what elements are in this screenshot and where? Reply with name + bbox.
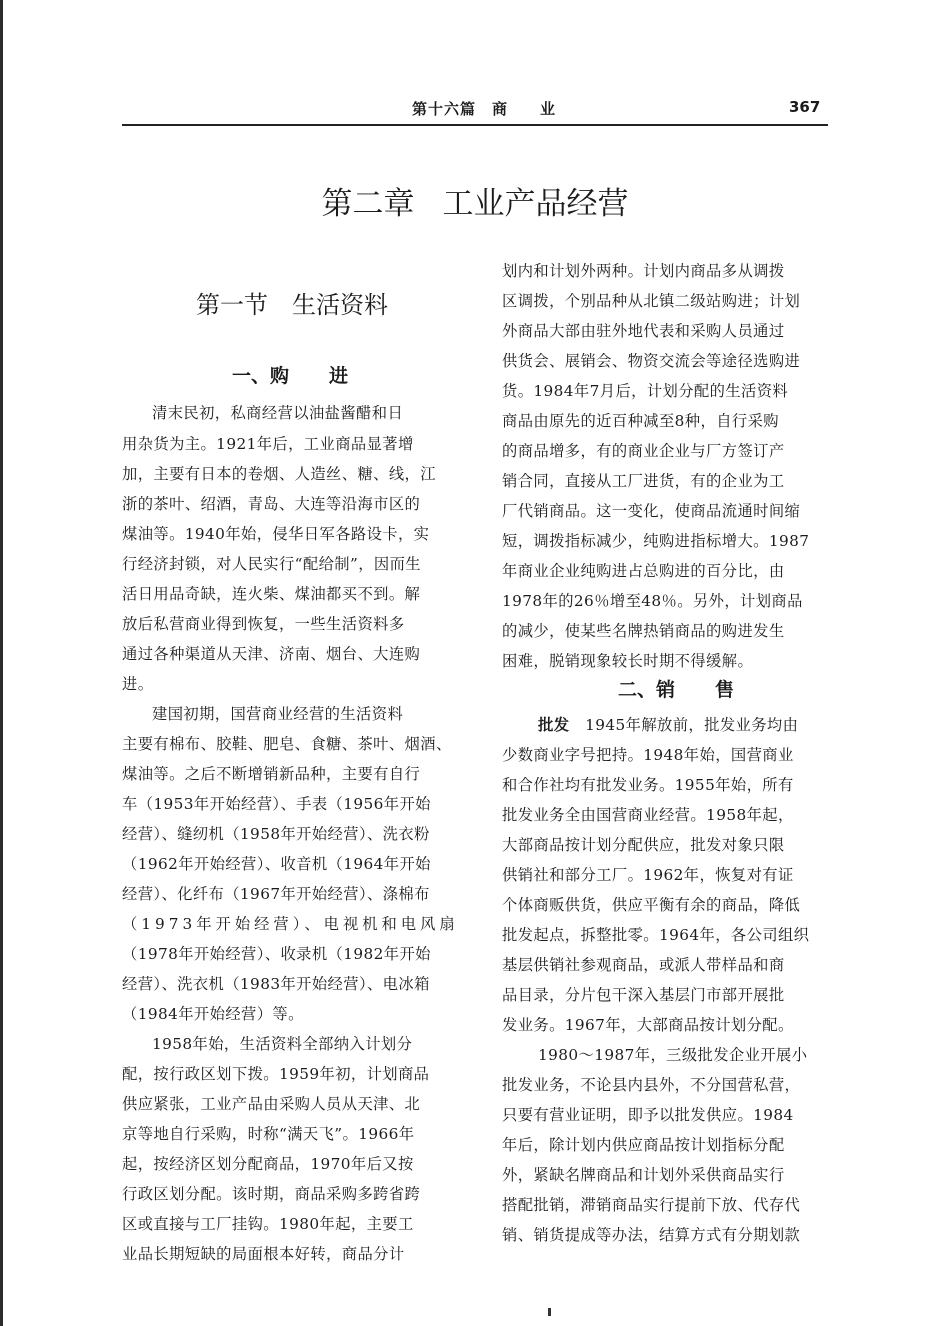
text-line: 起，按经济区划分配商品，1970年后又按 [122, 1155, 414, 1173]
chapter-title [0, 178, 950, 223]
text-line: 的商品增多，有的商业企业与厂方签订产 [502, 442, 785, 460]
text-line: 配，按行政区划下拨。1959年初，计划商品 [122, 1065, 430, 1083]
text-line: 短，调拨指标减少，纯购进指标增大。1987 [502, 532, 810, 550]
scan-mark [548, 1308, 551, 1316]
text-line: 个体商贩供货，供应平衡有余的商品，降低 [502, 896, 801, 914]
text-line: 批发业务全由国营商业经营。1958年起， [502, 806, 794, 824]
subsection-label-end: 进 [329, 365, 349, 387]
text-line: 清末民初，私商经营以油盐酱醋和日 [152, 404, 404, 422]
text-run: 1945年解放前，批发业务均由 [569, 716, 799, 734]
text-line: 煤油等。之后不断增销新品种，主要有自行 [122, 765, 421, 783]
text-line: 1978年的26％增至48％。另外，计划商品 [502, 592, 803, 610]
text-line: （1978年开始经营）、收录机（1982年开始 [122, 945, 431, 963]
subsection-label: 一、购 [232, 365, 290, 387]
text-line: 放后私营商业得到恢复，一些生活资料多 [122, 615, 405, 633]
text-line: 发业务。1967年，大部商品按计划分配。 [502, 1016, 794, 1034]
subsection-heading-sales [618, 675, 734, 702]
text-line: 经营）、洗衣机（1983年开始经营）、电冰箱 [122, 975, 430, 993]
text-line: 批发起点，拆整批零。1964年，各公司组织 [502, 926, 810, 944]
lead-term: 批发 [538, 716, 570, 734]
text-line: 活日用品奇缺，连火柴、煤油都买不到。解 [122, 585, 421, 603]
text-line: 货。1984年7月后，计划分配的生活资料 [502, 382, 789, 400]
text-line: 煤油等。1940年始，侵华日军各路设卡，实 [122, 525, 430, 543]
text-line: 建国初期，国营商业经营的生活资料 [152, 705, 404, 723]
text-line: 年商业企业纯购进占总购进的百分比，由 [502, 562, 785, 580]
text-line: 加，主要有日本的卷烟、人造丝、糖、线，江 [122, 465, 436, 483]
text-line: 行经济封锁，对人民实行“配给制”，因而生 [122, 555, 421, 573]
text-line: （1962年开始经营）、收音机（1964年开始 [122, 855, 431, 873]
text-line: 销、销货提成等办法，结算方式有分期划款 [502, 1226, 801, 1244]
subsection-label-end: 售 [715, 679, 735, 701]
text-line: 的减少，使某些名牌热销商品的购进发生 [502, 622, 785, 640]
chapter-name: 工业产品经营 [442, 186, 629, 222]
text-line: 商品由原先的近百种减至8种，自行采购 [502, 412, 779, 430]
text-line: 搭配批销，滞销商品实行提前下放、代存代 [502, 1196, 801, 1214]
text-line: 经营）、化纤布（1967年开始经营）、涤棉布 [122, 885, 430, 903]
text-line: 品目录，分片包干深入基层门市部开展批 [502, 986, 785, 1004]
text-line: 年后，除计划内供应商品按计划指标分配 [502, 1136, 785, 1154]
text-line: 经营）、缝纫机（1958年开始经营）、洗衣粉 [122, 825, 430, 843]
text-line: 厂代销商品。这一变化，使商品流通时间缩 [502, 502, 801, 520]
text-line: 供货会、展销会、物资交流会等途径选购进 [502, 352, 801, 370]
text-line: 1980～1987年，三级批发企业开展小 [538, 1046, 808, 1064]
chapter-number: 第二章 [321, 186, 415, 222]
header-rule [122, 124, 828, 126]
text-line: 少数商业字号把持。1948年始，国营商业 [502, 746, 794, 764]
text-line: 划内和计划外两种。计划内商品多从调拨 [502, 262, 785, 280]
text-line: 通过各种渠道从天津、济南、烟台、大连购 [122, 645, 421, 663]
text-line: 只要有营业证明，即予以批发供应。1984 [502, 1106, 794, 1124]
subsection-heading-purchase [232, 361, 348, 388]
text-line: 批发业务，不论县内县外，不分国营私营， [502, 1076, 801, 1094]
text-line: 业品长期短缺的局面根本好转，商品分计 [122, 1245, 405, 1263]
paragraph-first-line [538, 718, 798, 733]
text-line: 浙的茶叶、绍酒，青岛、大连等沿海市区的 [122, 495, 421, 513]
text-line: 销合同，直接从工厂进货，有的企业为工 [502, 472, 785, 490]
text-line: 外，紧缺名牌商品和计划外采供商品实行 [502, 1166, 785, 1184]
running-head: 第十六篇 商 业 [412, 100, 557, 118]
text-line: 区调拨，个别品种从北镇二级站购进；计划 [502, 292, 801, 310]
text-line: 车（1953年开始经营）、手表（1956年开始 [122, 795, 431, 813]
section-name: 生活资料 [292, 291, 388, 319]
page-number: 367 [789, 98, 821, 116]
text-line: 和合作社均有批发业务。1955年始，所有 [502, 776, 794, 794]
text-line: 困难，脱销现象较长时期不得缓解。 [502, 652, 754, 670]
subsection-label: 二、销 [618, 679, 676, 701]
text-line: 基层供销社参观商品，或派人带样品和商 [502, 956, 785, 974]
text-line: 区或直接与工厂挂钩。1980年起，主要工 [122, 1215, 414, 1233]
text-line: 供销社和部分工厂。1962年，恢复对有证 [502, 866, 794, 884]
text-line: 进。 [122, 675, 154, 693]
text-line: 主要有棉布、胶鞋、肥皂、食糖、茶叶、烟酒、 [122, 735, 452, 753]
text-line: 行政区划分配。该时期，商品采购多跨省跨 [122, 1185, 421, 1203]
text-line: 大部商品按计划分配供应，批发对象只限 [502, 836, 785, 854]
section-title [122, 285, 462, 320]
text-line: 1958年始，生活资料全部纳入计划分 [152, 1035, 413, 1053]
text-line: （1984年开始经营）等。 [122, 1005, 304, 1023]
text-line: 供应紧张，工业产品由采购人员从天津、北 [122, 1095, 421, 1113]
text-line: （1973年开始经营）、电视机和电风扇 [122, 915, 459, 933]
section-number: 第一节 [196, 291, 268, 319]
text-line: 京等地自行采购，时称“满天飞”。1966年 [122, 1125, 415, 1143]
text-line: 外商品大部由驻外地代表和采购人员通过 [502, 322, 785, 340]
text-line: 用杂货为主。1921年后，工业商品显著增 [122, 435, 414, 453]
